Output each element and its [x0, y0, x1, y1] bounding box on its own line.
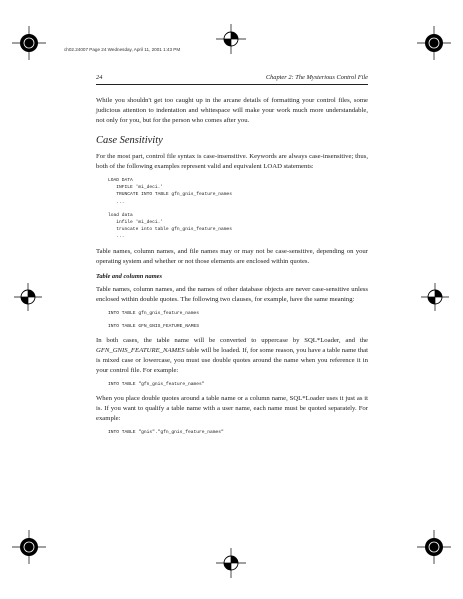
chapter-title: Chapter 2: The Mysterious Control File — [265, 74, 368, 81]
both-cases-text-a: In both cases, the table name will be converted to uppercase by SQL*Loader, and the — [96, 337, 368, 345]
code-example-upper-table: INTO TABLE GFN_GNIS_FEATURE_NAMES — [108, 323, 199, 329]
page-number: 24 — [96, 74, 103, 81]
table-name-italic: GFN_GNIS_FEATURE_NAMES — [96, 347, 185, 355]
both-cases-paragraph — [96, 336, 368, 376]
registration-mark-left-middle — [14, 283, 42, 311]
code-example-lower-table: INTO TABLE gfn_gnis_feature_names — [108, 310, 199, 316]
registration-mark-top-left — [12, 26, 46, 60]
intro-paragraph: While you shouldn't get too caught up in the arcane details of formatting your control files, some judicious attention to indentation and whitespace will make your work much more understandable, not only for you, but for the person who comes after you. — [96, 97, 368, 124]
print-slug: ch02.24007 Page 24 Wednesday, April 11, 2001 1:43 PM — [64, 47, 181, 52]
header-rule — [96, 84, 368, 85]
page-body — [96, 96, 368, 442]
section-heading: Case Sensitivity — [96, 135, 163, 146]
code-example-uppercase: LOAD DATA INFILE 'mi_deci.' TRUNCATE INTO TABLE gfn_gnis_feature_names ... — [108, 178, 233, 205]
code-example-user-qualified: INTO TABLE "gnis"."gfn_gnis_feature_names" — [108, 430, 224, 436]
both-cases-text-b: table will be loaded. If, for some reason, you have a table name that is mixed case or lowercase, you must use double quotes around the name when you reference it in your control file. For example: — [96, 347, 368, 375]
code-example-quoted-table: INTO TABLE "gfn_gnis_feature_names" — [108, 382, 205, 388]
table-column-paragraph: Table names, column names, and the names of other database objects are never case-sensitive unless enclosed within double quotes. The following two clauses, for example, have the same meaning: — [96, 285, 368, 303]
registration-mark-top-center — [216, 24, 246, 54]
registration-mark-right-middle — [421, 283, 449, 311]
code-example-lowercase: load data infile 'mi_deci.' truncate into table gfn_gnis_feature_names ... — [108, 212, 233, 240]
names-paragraph: Table names, column names, and file names may or may not be case-sensitive, depending on your operating system and whether or not those elements are enclosed within quotes. — [96, 247, 368, 265]
subsection-heading: Table and column names — [96, 272, 162, 280]
registration-mark-top-right — [417, 26, 451, 60]
registration-mark-bottom-center — [216, 548, 246, 578]
registration-mark-bottom-left — [12, 530, 46, 564]
quotes-paragraph: When you place double quotes around a table name or a column name, SQL*Loader uses it just as it is. If you want to qualify a table name with a user name, each name must be quoted separately. For example: — [96, 395, 368, 423]
case-paragraph: For the most part, control file syntax is case-insensitive. Keywords are always case-insensitive; thus, both of the following examples represent valid and equivalent LOAD statements: — [96, 153, 368, 170]
registration-mark-bottom-right — [417, 530, 451, 564]
